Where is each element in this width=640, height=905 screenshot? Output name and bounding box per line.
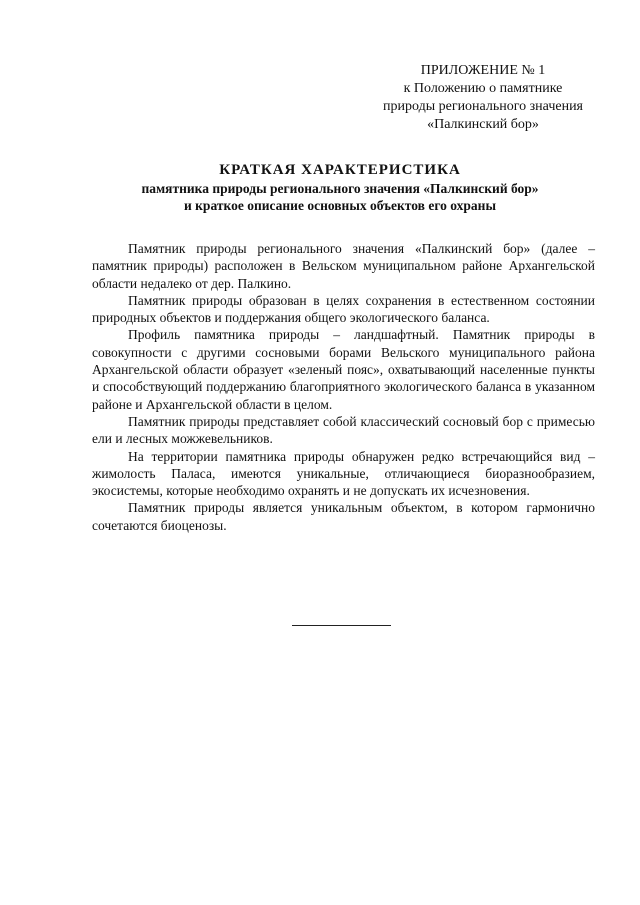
title-subtitle-1: памятника природы регионального значения «Палкинский бор» [141,181,539,196]
appendix-number: ПРИЛОЖЕНИЕ № 1 [420,63,546,78]
body-paragraph: Памятник природы является уникальным объектом, в котором гармонично сочетаются биоценозы. [92,500,595,533]
closing-rule [292,625,391,626]
body-paragraph: Профиль памятника природы – ландшафтный. Памятник природы в совокупности с другими сосновыми борами Вельского муниципального района Архангельской области образует «зеленый пояс», охватывающий населенные пункты и способствующий поддержанию благоприятного экологического баланса в указанном районе и Архангельской области в целом. [92,327,595,412]
body-paragraph: На территории памятника природы обнаружен редко встречающийся вид – жимолость Паласа, имеются уникальные, отличающиеся биоразнообразием, экосистемы, которые необходимо охранять и не допускать их исчезновения. [92,448,595,499]
body-paragraph: Памятник природы регионального значения «Палкинский бор» (далее – памятник природы) расположен в Вельском муниципальном районе Архангельской области недалеко от дер. Палкино. [92,241,595,291]
appendix-reference-3: «Палкинский бор» [427,117,539,132]
appendix-header [350,62,616,134]
title-subtitle-2: и краткое описание основных объектов его охраны [184,198,496,213]
appendix-reference-2: природы регионального значения [383,99,583,114]
document-title [60,160,620,214]
document-body [92,240,595,534]
appendix-reference: к Положению о памятнике [403,81,563,96]
body-paragraph: Памятник природы образован в целях сохранения в естественном состоянии природных объектов и поддержания общего экологического баланса. [92,292,595,326]
body-paragraph: Памятник природы представляет собой классический сосновый бор с примесью ели и лесных можжевельников. [92,413,595,447]
title-main: КРАТКАЯ ХАРАКТЕРИСТИКА [219,162,461,178]
